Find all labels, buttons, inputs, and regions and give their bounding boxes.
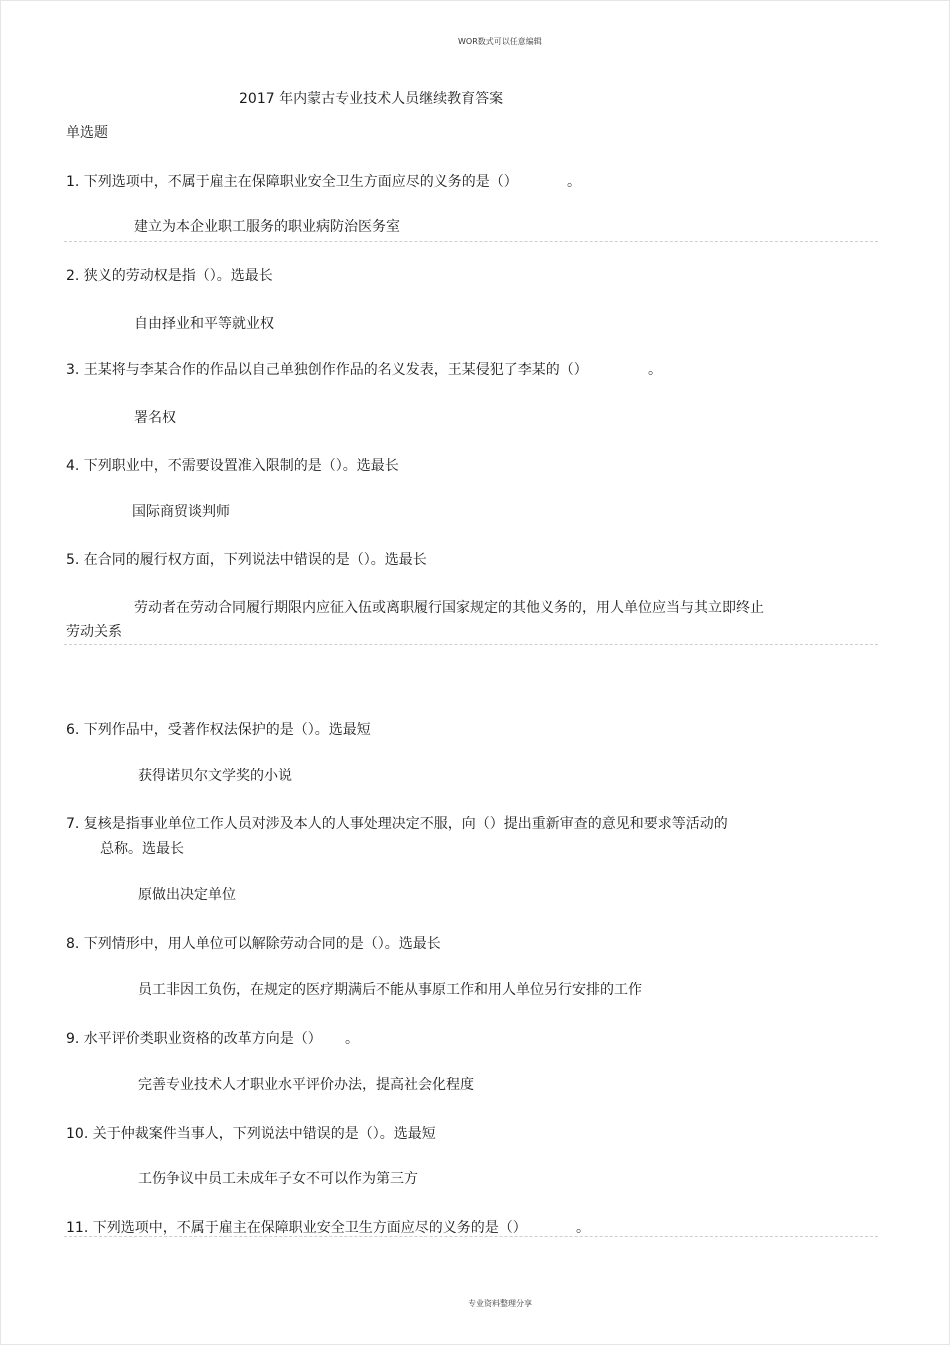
divider [64,1236,878,1237]
question-11: 11. 下列选项中，不属于雇主在保障职业安全卫生方面应尽的义务的是（） [66,1220,527,1236]
answer-6: 获得诺贝尔文学奖的小说 [138,768,292,784]
answer-5-cont: 劳动关系 [66,624,122,640]
question-8: 8. 下列情形中，用人单位可以解除劳动合同的是（）。选最长 [66,936,441,952]
question-3: 3. 王某将与李某合作的作品以自己单独创作作品的名义发表，王某侵犯了李某的（） [66,362,588,378]
divider [64,644,878,645]
answer-9: 完善专业技术人才职业水平评价办法，提高社会化程度 [138,1077,474,1093]
question-3-end: 。 [648,362,662,378]
answer-1: 建立为本企业职工服务的职业病防治医务室 [134,219,400,235]
divider [64,241,878,242]
question-7: 7. 复核是指事业单位工作人员对涉及本人的人事处理决定不服，向（）提出重新审查的意见和要求等活动的 [66,816,728,832]
page-header: WOR数式可以任意编辑 [458,37,542,46]
document-title: 2017 年内蒙古专业技术人员继续教育答案 [239,91,504,107]
question-11-end: 。 [576,1220,590,1236]
question-1-end: 。 [567,174,581,190]
answer-4: 国际商贸谈判师 [132,504,230,520]
question-2: 2. 狭义的劳动权是指（）。选最长 [66,268,273,284]
question-7-cont: 总称。选最长 [100,841,184,857]
answer-3: 署名权 [134,410,176,426]
section-heading: 单选题 [66,125,108,141]
answer-7: 原做出决定单位 [138,887,236,903]
question-5: 5. 在合同的履行权方面，下列说法中错误的是（）。选最长 [66,552,427,568]
question-4: 4. 下列职业中，不需要设置准入限制的是（）。选最长 [66,458,399,474]
question-10: 10. 关于仲裁案件当事人，下列说法中错误的是（）。选最短 [66,1126,436,1142]
question-9-end: 。 [345,1031,359,1047]
question-9: 9. 水平评价类职业资格的改革方向是（） [66,1031,322,1047]
question-6: 6. 下列作品中，受著作权法保护的是（）。选最短 [66,722,371,738]
page-footer: 专业资料整理分享 [468,1299,532,1308]
question-1: 1. 下列选项中，不属于雇主在保障职业安全卫生方面应尽的义务的是（） [66,174,518,190]
answer-2: 自由择业和平等就业权 [134,316,274,332]
answer-8: 员工非因工负伤，在规定的医疗期满后不能从事原工作和用人单位另行安排的工作 [138,982,642,998]
answer-5: 劳动者在劳动合同履行期限内应征入伍或离职履行国家规定的其他义务的，用人单位应当与其立即终止 [134,600,764,616]
answer-10: 工伤争议中员工未成年子女不可以作为第三方 [138,1171,418,1187]
